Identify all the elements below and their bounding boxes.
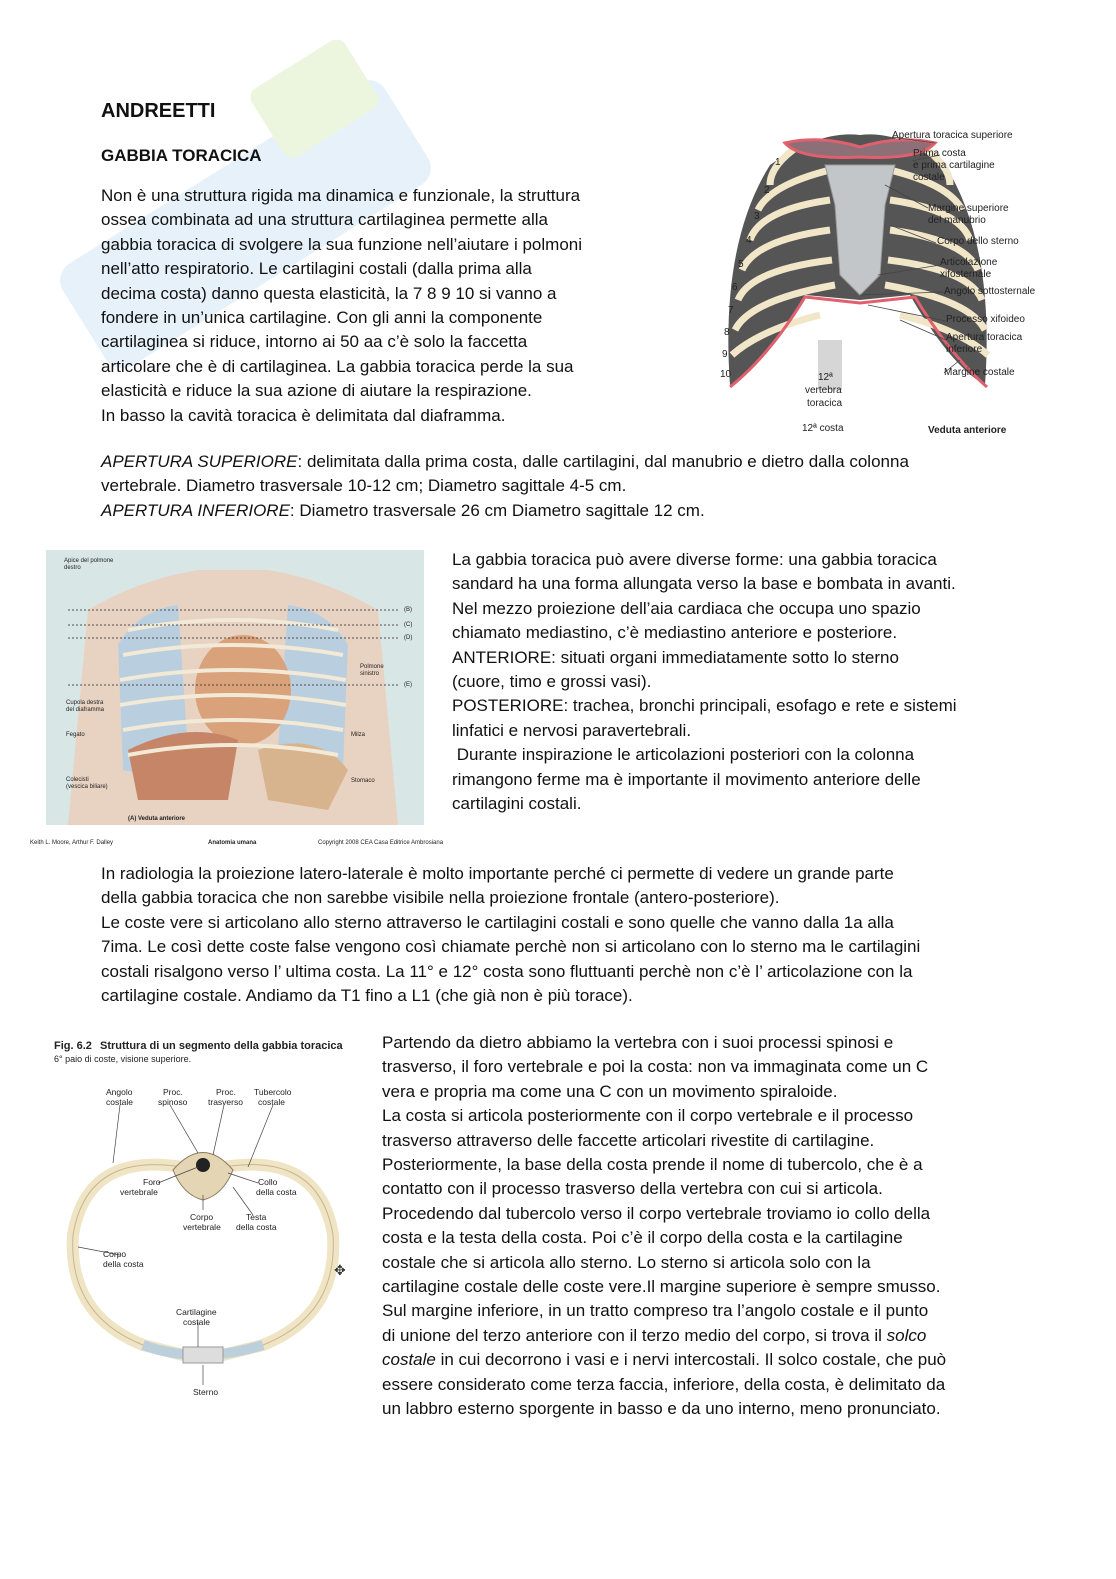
intro-line: Non è una struttura rigida ma dinamica e funzionale, la struttura xyxy=(101,186,581,205)
radiology-line: In radiologia la proiezione latero-laterale è molto importante perché ci permette di vedere un grande parte xyxy=(101,864,894,883)
rib-number: 2 xyxy=(764,185,770,196)
rib-paragraph xyxy=(382,1031,1022,1422)
fig3-label: Corpo xyxy=(190,1212,214,1222)
fig1-label: xifosternale xyxy=(940,269,992,280)
radiology-line: cartilagine costale. Andiamo da T1 fino a L1 (che già non è più torace). xyxy=(101,986,633,1006)
rib-number: 8 xyxy=(724,327,730,338)
fig3-label: Corpo xyxy=(103,1249,127,1259)
fig1-label: 12ª xyxy=(818,372,833,383)
fig1-caption: Veduta anteriore xyxy=(928,425,1007,436)
fig2-credit-authors: Keith L. Moore, Arthur F. Dalley xyxy=(30,840,114,846)
intro-line: ossea combinata ad una struttura cartilaginea permette alla xyxy=(101,210,548,230)
rib-number: 3 xyxy=(754,211,760,222)
fig3-label: Angolo xyxy=(106,1087,133,1097)
intro-line: In basso la cavità toracica è delimitata dal diaframma. xyxy=(101,405,506,425)
fig3-label: vertebrale xyxy=(183,1222,221,1232)
fig2-label: Fegato xyxy=(66,732,85,738)
rib-line: costa e la testa della costa. Poi c’è il corpo della costa e la cartilagine xyxy=(382,1228,903,1248)
rib-number: 7 xyxy=(728,305,734,316)
fig3-label: costale xyxy=(258,1097,285,1107)
intro-line: decima costa) danno questa elasticità, la 7 8 9 10 si vanno a xyxy=(101,283,557,303)
rib-number: 1 xyxy=(775,157,781,168)
apertures-paragraph xyxy=(101,450,1001,523)
rib-line: essere considerato come terza faccia, inferiore, della costa, è delimitato da xyxy=(382,1374,946,1394)
fig3-label: Collo xyxy=(258,1177,278,1187)
fig1-label: costale xyxy=(913,172,945,183)
shapes-line: linfatici e nervosi paravertebrali. xyxy=(452,720,692,740)
fig3-label: spinoso xyxy=(158,1097,188,1107)
fig1-label: 12ª costa xyxy=(802,423,844,434)
fig2-label: del diaframma xyxy=(66,707,105,713)
fig1-label: Articolazione xyxy=(940,257,998,268)
intro-line: elasticità e riduce la sua azione di aiutare la respirazione. xyxy=(101,381,532,401)
fig1-label: Angolo sottosternale xyxy=(944,286,1036,297)
fig3-label: trasverso xyxy=(208,1097,243,1107)
radiology-line: della gabbia toracica che non sarebbe visibile nella proiezione frontale (antero-posteriore). xyxy=(101,888,780,908)
intro-line: cartilaginea si riduce, intorno ai 50 aa c’è solo la faccetta xyxy=(101,332,528,352)
rib-line: Partendo da dietro abbiamo la vertebra con i suoi processi spinosi e xyxy=(382,1033,894,1052)
shapes-line: (cuore, timo e grossi vasi). xyxy=(452,672,652,692)
fig2-label: (vescica biliare) xyxy=(66,784,108,790)
fig1-label: Margine costale xyxy=(944,367,1015,378)
fig3-label: Proc. xyxy=(216,1087,236,1097)
superior-aperture-text: : delimitata dalla prima costa, dalle cartilagini, dal manubrio e dietro dalla colonna xyxy=(297,452,909,471)
rib-number: 10 xyxy=(720,369,732,380)
rib-number: 4 xyxy=(746,235,752,246)
author-heading: ANDREETTI xyxy=(101,100,216,122)
fig3-label: vertebrale xyxy=(120,1187,158,1197)
shapes-line: La gabbia toracica può avere diverse forme: una gabbia toracica xyxy=(452,550,937,569)
fig1-label: del manubrio xyxy=(928,215,986,226)
fig3-label: Foro xyxy=(143,1177,161,1187)
shapes-line: Nel mezzo proiezione dell’aia cardiaca che occupa uno spazio xyxy=(452,598,921,618)
fig3-label: della costa xyxy=(103,1259,144,1269)
fig2-label: Polmone xyxy=(360,664,384,670)
intro-paragraph xyxy=(101,184,661,428)
rib-line: trasverso attraverso delle faccette articolari rivestite di cartilagine. xyxy=(382,1130,875,1150)
rib-line: un labbro esterno sporgente in basso e da uno interno, meno pronunciato. xyxy=(382,1399,941,1419)
fig2-label: destro xyxy=(64,565,81,571)
rib-line: vera e propria ma come una C con un movimento spiraloide. xyxy=(382,1081,838,1101)
fig3-title-num: Fig. 6.2 xyxy=(54,1040,92,1052)
thoracic-cage-figure xyxy=(710,125,1050,440)
fig1-label: Processo xifoideo xyxy=(946,314,1025,325)
fig1-label: e prima cartilagine xyxy=(913,160,995,171)
rib-line: La costa si articola posteriormente con il corpo vertebrale e il processo xyxy=(382,1106,914,1126)
rib-line: Sul margine inferiore, in un tratto compreso tra l’angolo costale e il punto xyxy=(382,1301,929,1321)
inferior-aperture-label: APERTURA INFERIORE xyxy=(101,500,290,520)
rib-line: Procedendo dal tubercolo verso il corpo vertebrale troviamo io collo della xyxy=(382,1203,931,1223)
intro-line: gabbia toracica di svolgere la sua funzione nell’aiutare i polmoni xyxy=(101,234,583,254)
fig2-label: (E) xyxy=(404,682,412,688)
fig3-label: costale xyxy=(106,1097,133,1107)
fig1-label: Apertura toracica xyxy=(946,332,1023,343)
fig2-credit-copyright: Copyright 2008 CEA Casa Editrice Ambrosiana xyxy=(318,840,444,846)
fig2-label: Apice del polmone xyxy=(64,558,114,564)
superior-aperture-label: APERTURA SUPERIORE xyxy=(101,452,298,471)
fig2-credit-book: Anatomia umana xyxy=(208,840,257,846)
shapes-line: rimangono ferme ma è importante il movimento anteriore delle xyxy=(452,769,921,789)
fig3-label: Cartilagine xyxy=(176,1307,217,1317)
torso-projection-figure xyxy=(28,550,448,850)
rib-number: 6 xyxy=(732,282,738,293)
fig1-label: toracica xyxy=(807,398,843,409)
fig3-title: Struttura di un segmento della gabbia toracica xyxy=(100,1040,343,1052)
fig2-label: Stomaco xyxy=(351,778,375,784)
radiology-paragraph xyxy=(101,862,1041,1008)
fig3-label: Sterno xyxy=(193,1387,219,1397)
fig1-label: Corpo dello sterno xyxy=(937,236,1019,247)
rib-line-part: in cui decorrono i vasi e i nervi intercostali. Il solco costale, che può xyxy=(435,1350,947,1370)
radiology-line: costali risalgono verso l’ ultima costa. La 11° e 12° costa sono fluttuanti perchè non c’è l’ articolazione con la xyxy=(101,961,913,981)
fig3-label: costale xyxy=(183,1317,210,1327)
fig2-label: Cupola destra xyxy=(66,700,104,706)
rib-line: cartilagine costale delle coste vere.Il margine superiore è sempre smusso. xyxy=(382,1277,941,1297)
move-cursor-icon: ✥ xyxy=(334,1262,346,1278)
rib-term-solco: solco xyxy=(886,1325,927,1345)
shapes-line: sandard ha una forma allungata verso la base e bombata in avanti. xyxy=(452,574,956,594)
shapes-paragraph xyxy=(452,548,1012,816)
intro-line: nell’atto respiratorio. Le cartilagini costali (dalla prima alla xyxy=(101,259,532,279)
rib-number: 9 xyxy=(722,349,728,360)
rib-line-part: di unione del terzo anteriore con il terzo medio del corpo, si trova il xyxy=(382,1325,887,1345)
inferior-aperture-text: : Diametro trasversale 26 cm Diametro sagittale 12 cm. xyxy=(289,500,705,520)
rib-line: contatto con il processo trasverso della vertebra con cui si articola. xyxy=(382,1179,883,1199)
fig1-label: Apertura toracica superiore xyxy=(892,130,1013,141)
rib-term-costale: costale xyxy=(382,1350,436,1370)
rib-segment-figure xyxy=(48,1035,358,1415)
shapes-line: ANTERIORE: situati organi immediatamente sotto lo sterno xyxy=(452,647,899,667)
shapes-line: Durante inspirazione le articolazioni posteriori con la colonna xyxy=(452,745,915,765)
rib-number: 5 xyxy=(738,259,744,270)
fig3-label: Testa xyxy=(246,1212,267,1222)
fig2-label: (D) xyxy=(404,635,413,641)
fig2-label: Colecisti xyxy=(66,777,89,783)
fig2-label: Milza xyxy=(351,732,366,738)
fig2-caption: (A) Veduta anteriore xyxy=(128,816,186,822)
rib-line: costale che si articola allo sterno. Lo sterno si articola solo con la xyxy=(382,1252,871,1272)
shapes-line: POSTERIORE: trachea, bronchi principali, esofago e rete e sistemi xyxy=(452,696,957,716)
intro-line: articolare che è di cartilaginea. La gabbia toracica perde la sua xyxy=(101,356,574,376)
shapes-line: cartilagini costali. xyxy=(452,794,582,814)
fig2-label: sinistro xyxy=(360,671,380,677)
rib-line: Posteriormente, la base della costa prende il nome di tubercolo, che è a xyxy=(382,1155,923,1175)
shapes-line: chiamato mediastino, c’è mediastino anteriore e posteriore. xyxy=(452,623,898,643)
fig1-label: Margine superiore xyxy=(928,203,1009,214)
intro-line: fondere in un’unica cartilagine. Con gli anni la componente xyxy=(101,308,543,328)
radiology-line: Le coste vere si articolano allo sterno attraverso le cartilagini costali e sono quelle che vanno dalla 1a alla xyxy=(101,912,894,932)
fig3-label: Tubercolo xyxy=(254,1087,292,1097)
fig3-subtitle: 6° paio di coste, visione superiore. xyxy=(54,1054,192,1064)
fig1-label: inferiore xyxy=(946,344,983,355)
fig2-label: (B) xyxy=(404,607,412,613)
fig3-label: della costa xyxy=(236,1222,277,1232)
fig3-label: della costa xyxy=(256,1187,297,1197)
superior-aperture-text-2: vertebrale. Diametro trasversale 10-12 cm; Diametro sagittale 4-5 cm. xyxy=(101,476,627,496)
fig1-label: vertebra xyxy=(805,385,842,396)
fig3-label: Proc. xyxy=(163,1087,183,1097)
section-title: GABBIA TORACICA xyxy=(101,146,262,165)
fig2-label: (C) xyxy=(404,622,413,628)
radiology-line: 7ima. Le così dette coste false vengono così chiamate perchè non si articolano con lo sterno ma le cartilagini xyxy=(101,937,921,957)
rib-line: trasverso, il foro vertebrale e poi la costa: non va immaginata come un C xyxy=(382,1057,929,1077)
fig1-label: Prima costa xyxy=(913,148,966,159)
